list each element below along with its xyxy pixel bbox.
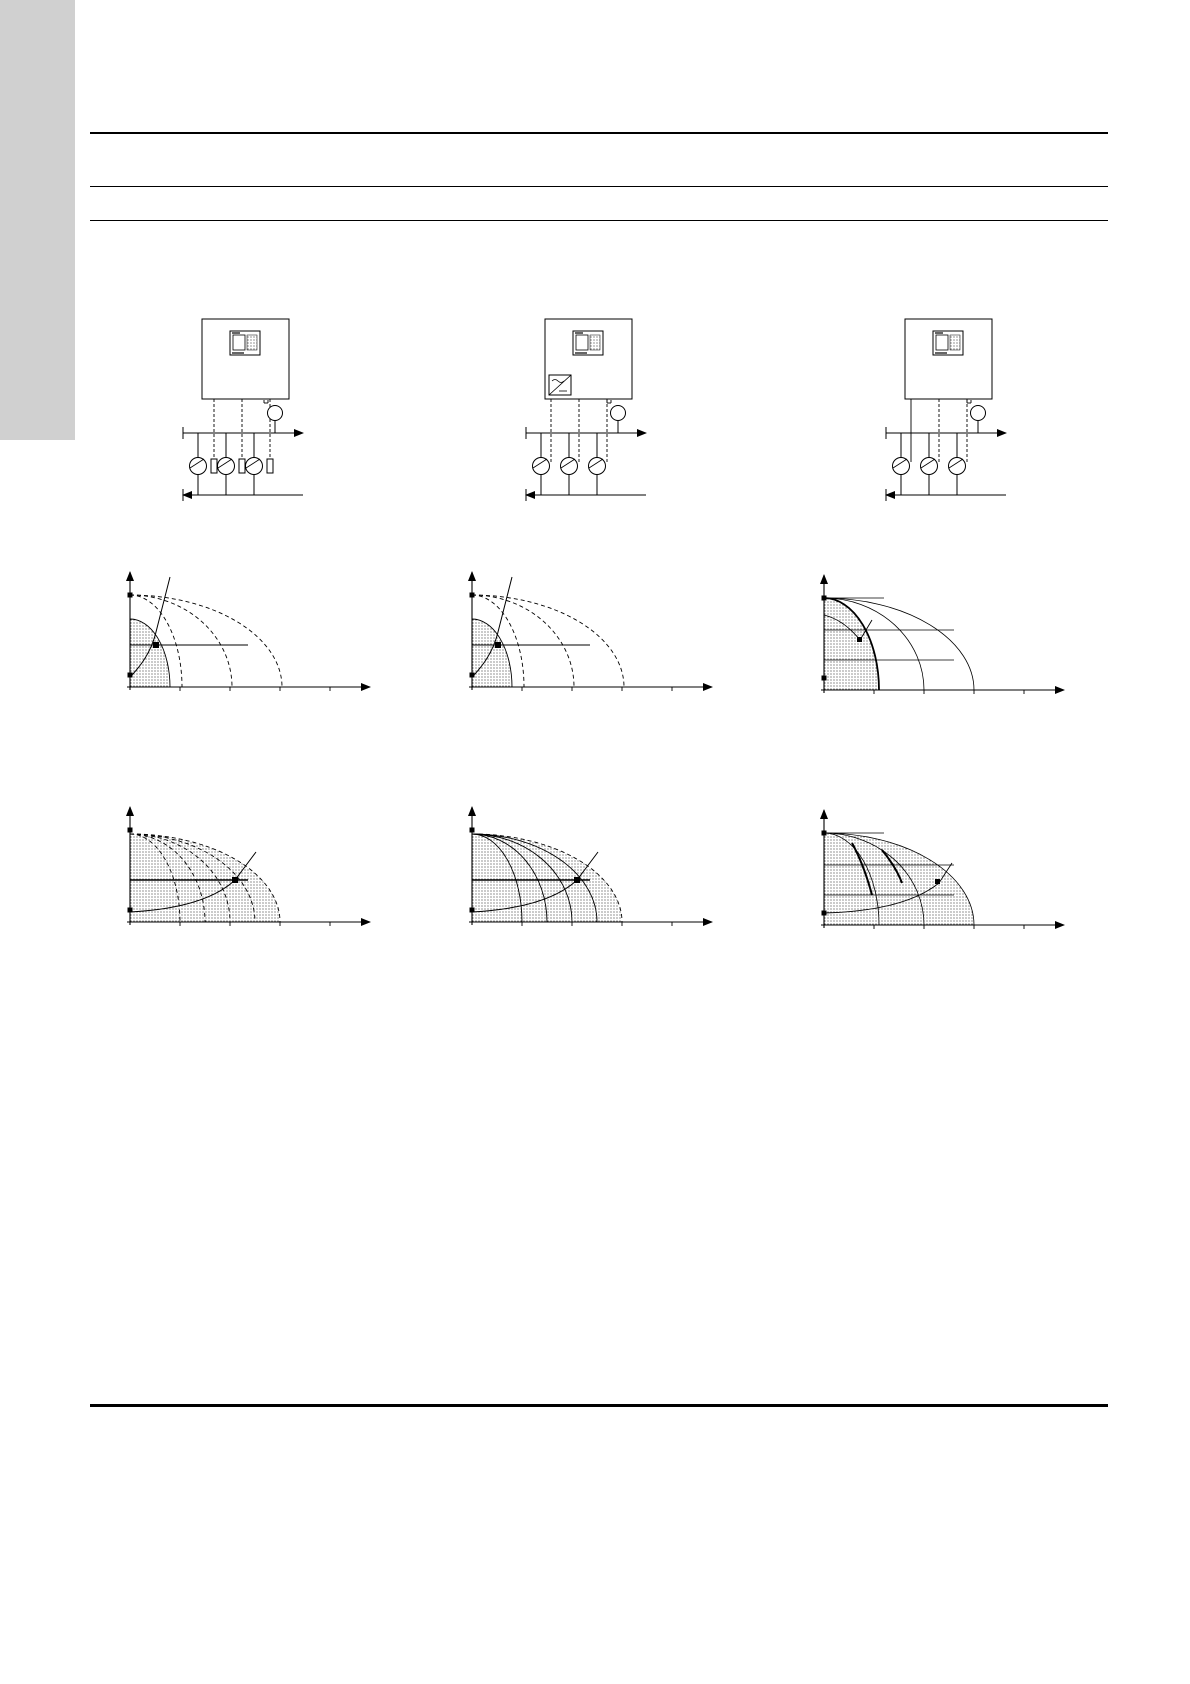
y-marker-top	[822, 596, 827, 601]
y-marker-bottom	[470, 908, 475, 913]
duty-point	[574, 877, 580, 883]
side-tab	[0, 0, 75, 440]
curve-set-r2c3-svg	[812, 803, 1092, 943]
y-marker-top	[128, 828, 133, 833]
header-rule-top	[90, 132, 1108, 134]
frequency-converter-icon	[267, 459, 273, 473]
duty-point	[495, 642, 501, 648]
y-marker-top	[470, 593, 475, 598]
duty-point	[153, 642, 159, 648]
curve-set-r1c1	[118, 565, 398, 705]
schematic-one-variable-speed	[518, 315, 668, 505]
display-panel-icon	[573, 331, 603, 355]
operating-area	[824, 598, 879, 690]
curve-set-r2c2-svg	[460, 800, 740, 940]
frequency-converter-icon	[211, 459, 217, 473]
duty-point	[935, 879, 940, 884]
pump-icon	[561, 458, 578, 475]
pump-icon	[218, 458, 235, 475]
curve-set-r1c3	[812, 568, 1092, 708]
frequency-converter-icon	[239, 459, 245, 473]
curve-set-r2c1	[118, 800, 398, 940]
pump-icon	[190, 458, 207, 475]
curve-set-r1c2-svg	[460, 565, 740, 705]
y-marker-bottom	[822, 676, 827, 681]
pump-icon	[949, 458, 966, 475]
duty-point	[857, 637, 862, 642]
schematic-fixed-speed-svg	[175, 315, 325, 505]
display-panel-icon	[933, 331, 963, 355]
operating-area	[472, 834, 622, 922]
y-marker-top	[470, 828, 475, 833]
schematic-one-variable-speed-svg	[518, 315, 668, 505]
operating-area	[824, 833, 974, 925]
y-marker-top	[128, 593, 133, 598]
operating-area	[130, 619, 170, 687]
y-marker-bottom	[822, 911, 827, 916]
header-rule-bottom	[90, 220, 1108, 221]
y-marker-bottom	[128, 673, 133, 678]
footer-rule	[90, 1404, 1108, 1407]
pump-icon	[921, 458, 938, 475]
curve-set-r1c1-svg	[118, 565, 398, 705]
pressure-sensor-icon	[611, 406, 626, 421]
pressure-sensor-icon	[268, 406, 283, 421]
y-marker-bottom	[128, 908, 133, 913]
operating-area	[130, 834, 280, 922]
operating-area	[472, 619, 512, 687]
pump-icon	[246, 458, 263, 475]
display-panel-icon	[230, 331, 260, 355]
y-marker-bottom	[470, 673, 475, 678]
pressure-sensor-icon	[971, 406, 986, 421]
frequency-converter-icon	[549, 375, 571, 395]
curve-set-r1c3-svg	[812, 568, 1092, 708]
y-marker-top	[822, 831, 827, 836]
pump-icon	[893, 458, 910, 475]
header-rule-middle	[90, 186, 1108, 187]
curve-set-r2c3	[812, 803, 1092, 943]
pump-icon	[589, 458, 606, 475]
schematic-all-variable-speed-svg	[878, 315, 1028, 505]
curve-set-r1c2	[460, 565, 740, 705]
duty-point	[232, 877, 238, 883]
schematic-all-variable-speed	[878, 315, 1028, 505]
curve-set-r2c2	[460, 800, 740, 940]
schematic-fixed-speed	[175, 315, 325, 505]
curve-set-r2c1-svg	[118, 800, 398, 940]
pump-icon	[533, 458, 550, 475]
